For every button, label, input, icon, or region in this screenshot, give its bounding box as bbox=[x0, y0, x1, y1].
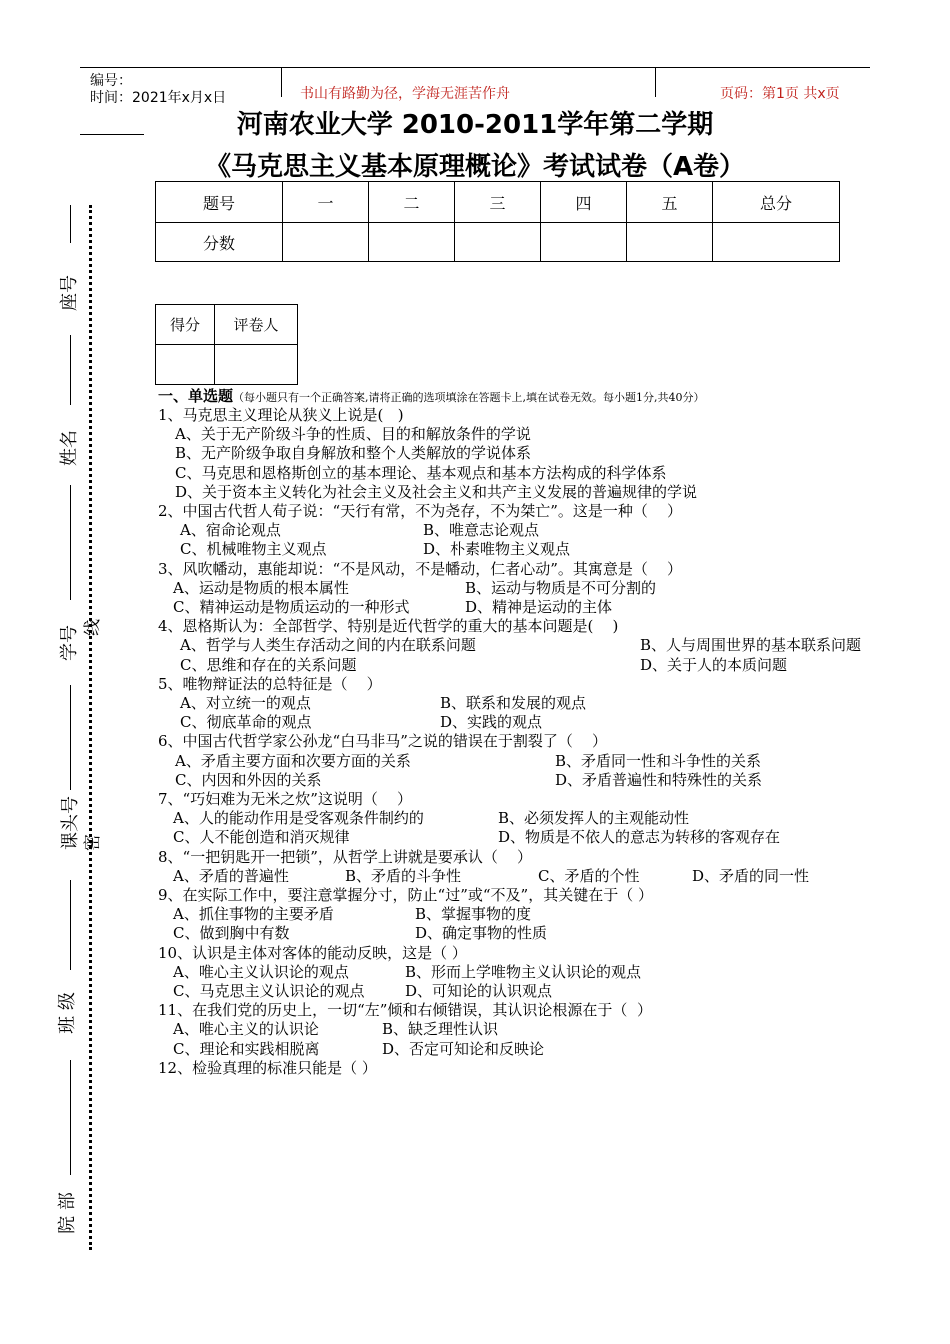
binding-dotted-line bbox=[89, 205, 92, 1250]
header-rule bbox=[80, 67, 870, 68]
answer-option: A、运动是物质的根本属性 bbox=[173, 578, 349, 597]
score-header-cell: 三 bbox=[455, 182, 541, 223]
answer-option: B、缺乏理性认识 bbox=[382, 1020, 499, 1039]
name-label: 姓名 bbox=[59, 430, 80, 466]
answer-option: A、宿命论观点 bbox=[180, 521, 281, 540]
answer-option: A、哲学与人类生存活动之间的内在联系问题 bbox=[180, 636, 476, 655]
header-red-text: 书山有路勤为径，学海无涯苦作舟 bbox=[300, 86, 510, 102]
course-id-label: 课头号 bbox=[60, 796, 81, 850]
question-stem: 1、马克思主义理论从狭义上说是( ) bbox=[158, 406, 404, 424]
xian-mark: 线 bbox=[83, 619, 103, 636]
grader-name-label: 评卷人 bbox=[215, 305, 298, 345]
question-stem: 2、中国古代哲人荀子说：“天行有常，不为尧存，不为桀亡”。这是一种（ ） bbox=[158, 502, 682, 520]
exam-title: 河南农业大学 2010-2011学年第二学期 bbox=[236, 110, 714, 140]
question-stem: 6、中国古代哲学家公孙龙“白马非马”之说的错误在于割裂了（ ） bbox=[158, 732, 607, 751]
department-label: 院 部 bbox=[56, 1192, 78, 1234]
answer-option: C、矛盾的个性 bbox=[538, 866, 640, 885]
section-title: 一、单选题 bbox=[158, 387, 234, 405]
score-header-cell: 五 bbox=[627, 182, 713, 223]
answer-option: C、彻底革命的观点 bbox=[180, 713, 312, 732]
answer-option: B、必须发挥人的主观能动性 bbox=[498, 809, 690, 828]
question-stem: 5、唯物辩证法的总特征是（ ） bbox=[158, 674, 382, 693]
fill-line bbox=[70, 335, 71, 405]
time-label: 时间：2021年x月x日 bbox=[90, 90, 227, 106]
score-header-cell: 题号 bbox=[156, 182, 283, 223]
fill-line bbox=[70, 880, 71, 970]
score-table bbox=[155, 181, 840, 262]
answer-option: A、唯心主义认识论的观点 bbox=[173, 962, 349, 981]
answer-option: D、可知论的认识观点 bbox=[405, 982, 553, 1000]
question-stem: 11、在我们党的历史上，一切“左”倾和右倾错误，其认识论根源在于（ ） bbox=[158, 1001, 652, 1020]
answer-option: C、马克思和恩格斯创立的基本理论、基本观点和基本方法构成的科学体系 bbox=[175, 463, 667, 482]
exam-subtitle: 《马克思主义基本原理概论》考试试卷（A卷） bbox=[204, 152, 746, 182]
header-red-text: 页码：第1页 共x页 bbox=[720, 86, 840, 102]
score-cell[interactable] bbox=[713, 223, 840, 262]
answer-option: D、精神是运动的主体 bbox=[465, 598, 613, 616]
score-cell[interactable] bbox=[369, 223, 455, 262]
answer-option: D、关于资本主义转化为社会主义及社会主义和共产主义发展的普遍规律的学说 bbox=[175, 482, 698, 501]
score-cell[interactable] bbox=[627, 223, 713, 262]
grader-score-label: 得分 bbox=[156, 305, 215, 345]
answer-option: A、唯心主义的认识论 bbox=[173, 1020, 319, 1039]
mi-mark: 密 bbox=[83, 834, 103, 851]
score-header-cell: 总分 bbox=[713, 182, 840, 223]
question-stem: 12、检验真理的标准只能是（ ） bbox=[158, 1058, 377, 1077]
answer-option: C、内因和外因的关系 bbox=[175, 770, 322, 789]
answer-option: A、矛盾主要方面和次要方面的关系 bbox=[175, 751, 411, 770]
answer-option: D、矛盾的同一性 bbox=[692, 866, 810, 885]
answer-option: C、做到胸中有数 bbox=[173, 924, 290, 943]
answer-option: A、关于无产阶级斗争的性质、目的和解放条件的学说 bbox=[175, 425, 531, 444]
fill-line bbox=[70, 485, 71, 600]
header-divider bbox=[655, 67, 656, 97]
answer-option: B、掌握事物的度 bbox=[415, 905, 532, 924]
question-stem: 3、风吹幡动，惠能却说：“不是风动，不是幡动，仁者心动”。其寓意是（ ） bbox=[158, 559, 682, 578]
answer-option: B、唯意志论观点 bbox=[423, 521, 540, 540]
answer-option: D、朴素唯物主义观点 bbox=[423, 540, 571, 559]
score-header-cell: 一 bbox=[283, 182, 369, 223]
answer-option: C、人不能创造和消灭规律 bbox=[173, 828, 350, 847]
answer-option: B、矛盾同一性和斗争性的关系 bbox=[555, 751, 762, 770]
score-cell[interactable] bbox=[455, 223, 541, 262]
class-label: 班 级 bbox=[56, 992, 78, 1034]
fill-line bbox=[70, 685, 71, 790]
answer-option: B、联系和发展的观点 bbox=[440, 694, 587, 712]
question-stem: 9、在实际工作中，要注意掌握分寸，防止“过”或“不及”，其关键在于（ ） bbox=[158, 886, 653, 904]
answer-option: D、关于人的本质问题 bbox=[640, 655, 788, 674]
answer-option: A、抓住事物的主要矛盾 bbox=[173, 905, 334, 924]
section-note: （每小题只有一个正确答案,请将正确的选项填涂在答题卡上,填在试卷无效。每小题1分,共40分） bbox=[233, 391, 705, 404]
answer-option: C、理论和实践相脱离 bbox=[173, 1039, 320, 1058]
grader-name-cell[interactable] bbox=[215, 345, 298, 385]
score-header-cell: 四 bbox=[541, 182, 627, 223]
fill-line bbox=[70, 1060, 71, 1175]
question-stem: 4、恩格斯认为：全部哲学、特别是近代哲学的重大的基本问题是( ) bbox=[158, 617, 619, 636]
score-row-label: 分数 bbox=[156, 223, 283, 262]
question-stem: 10、认识是主体对客体的能动反映，这是（ ） bbox=[158, 943, 467, 962]
answer-option: B、形而上学唯物主义认识论的观点 bbox=[405, 962, 642, 981]
answer-option: B、人与周围世界的基本联系问题 bbox=[640, 636, 862, 655]
score-header-cell: 二 bbox=[369, 182, 455, 223]
answer-option: D、实践的观点 bbox=[440, 713, 543, 732]
answer-option: C、思维和存在的关系问题 bbox=[180, 655, 357, 674]
answer-option: B、矛盾的斗争性 bbox=[345, 866, 462, 885]
header-divider bbox=[281, 67, 282, 97]
number-label: 编号： bbox=[90, 73, 132, 89]
answer-option: A、对立统一的观点 bbox=[180, 694, 311, 712]
answer-option: D、确定事物的性质 bbox=[415, 924, 548, 943]
section-heading bbox=[158, 387, 705, 407]
answer-option: C、马克思主义认识论的观点 bbox=[173, 982, 365, 1000]
question-stem: 7、“巧妇难为无米之炊”这说明（ ） bbox=[158, 790, 412, 808]
student-id-label: 学号 bbox=[59, 625, 80, 661]
seat-label: 座号 bbox=[59, 275, 80, 311]
grader-score-cell[interactable] bbox=[156, 345, 215, 385]
answer-option: D、否定可知论和反映论 bbox=[382, 1039, 545, 1058]
fill-line bbox=[70, 205, 71, 243]
answer-option: C、精神运动是物质运动的一种形式 bbox=[173, 598, 410, 616]
score-cell[interactable] bbox=[283, 223, 369, 262]
answer-option: D、物质是不依人的意志为转移的客观存在 bbox=[498, 828, 781, 847]
answer-option: D、矛盾普遍性和特殊性的关系 bbox=[555, 770, 763, 789]
score-cell[interactable] bbox=[541, 223, 627, 262]
answer-option: A、人的能动作用是受客观条件制约的 bbox=[173, 809, 424, 828]
answer-option: C、机械唯物主义观点 bbox=[180, 540, 327, 559]
answer-option: B、无产阶级争取自身解放和整个人类解放的学说体系 bbox=[175, 444, 532, 463]
answer-option: A、矛盾的普遍性 bbox=[173, 866, 289, 885]
grader-table bbox=[155, 304, 298, 385]
answer-option: B、运动与物质是不可分割的 bbox=[465, 578, 657, 597]
question-stem: 8、“一把钥匙开一把锁”，从哲学上讲就是要承认（ ） bbox=[158, 847, 532, 866]
